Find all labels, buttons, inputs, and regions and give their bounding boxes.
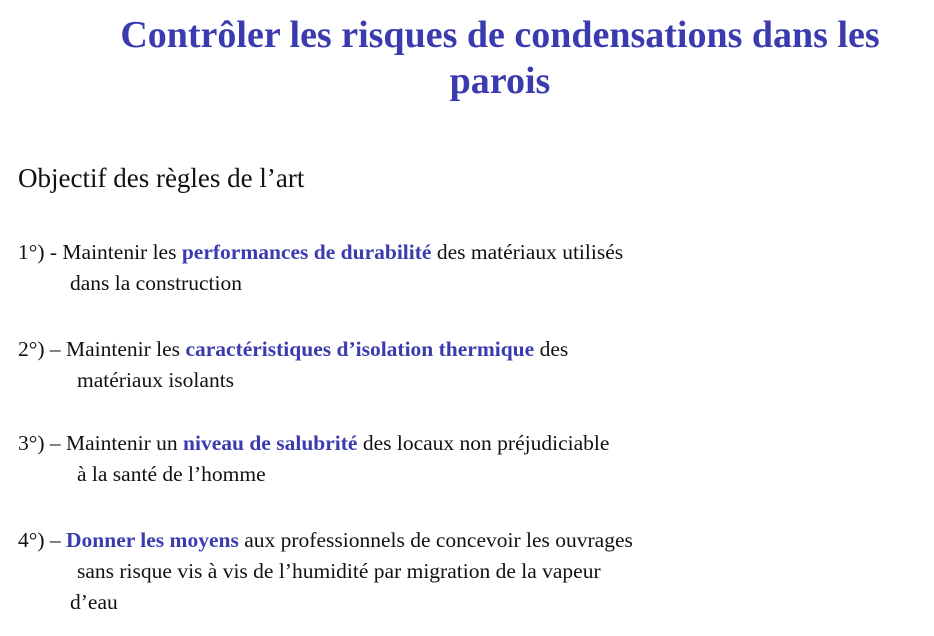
objective-item-3 (18, 428, 609, 490)
section-subtitle: Objectif des règles de l’art (18, 163, 305, 193)
objective-item-1-line (18, 237, 623, 268)
objective-item-2-prefix: 2°) – Maintenir les (18, 337, 186, 361)
page-title-line-1: Contrôler les risques de condensations dans les (120, 14, 880, 56)
objective-item-3-continuation: à la santé de l’homme (77, 462, 266, 486)
objective-item-3-line (18, 428, 609, 459)
objective-item-4-continuation-2: d’eau (70, 590, 118, 614)
objective-item-1 (18, 237, 623, 299)
objective-item-4-prefix: 4°) – (18, 528, 67, 552)
objective-item-4-continuation: sans risque vis à vis de l’humidité par migration de la vapeur (77, 559, 601, 583)
objective-item-3-highlight: niveau de salubrité (183, 431, 358, 455)
objective-item-4-line (18, 525, 633, 556)
objective-item-2-suffix: des (534, 337, 569, 361)
objective-item-1-continuation: dans la construction (70, 271, 242, 295)
objective-item-2-continuation: matériaux isolants (77, 368, 235, 392)
objective-item-4-suffix: aux professionnels de concevoir les ouvrages (238, 528, 633, 552)
objective-item-4 (18, 525, 633, 618)
objective-item-3-prefix: 3°) – Maintenir un (18, 431, 184, 455)
objective-item-3-suffix: des locaux non préjudiciable (357, 431, 610, 455)
page-title-line-2: parois (449, 60, 551, 102)
objective-item-1-prefix: 1°) - Maintenir les (18, 240, 182, 264)
page-title (0, 12, 934, 104)
objective-item-1-suffix: des matériaux utilisés (431, 240, 624, 264)
objective-item-2-line (18, 334, 568, 365)
objective-item-2-highlight: caractéristiques d’isolation thermique (185, 337, 535, 361)
objective-item-1-highlight: performances de durabilité (181, 240, 432, 264)
objective-item-4-highlight: Donner les moyens (66, 528, 239, 552)
objective-item-2 (18, 334, 568, 396)
